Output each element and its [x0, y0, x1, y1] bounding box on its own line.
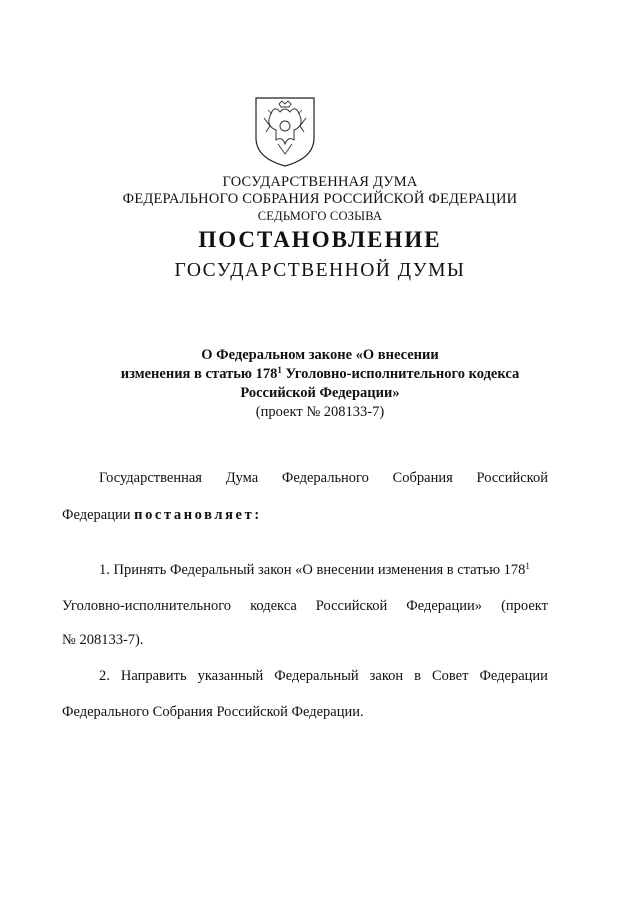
intro-line2: Федерации постановляет: [62, 507, 262, 523]
org-name-line2: ФЕДЕРАЛЬНОГО СОБРАНИЯ РОССИЙСКОЙ ФЕДЕРАЦИИ [122, 191, 518, 207]
bill-number: (проект № 208133-7) [255, 404, 385, 420]
item2-line1: 2. Направить указанный Федеральный закон в Совет Федерации [99, 668, 548, 684]
subject-line3: Российской Федерации» [240, 385, 400, 401]
state-emblem [248, 92, 322, 170]
org-name-line1: ГОСУДАРСТВЕННАЯ ДУМА [222, 174, 418, 190]
item2-line2: Федерального Собрания Российской Федерации. [62, 704, 364, 720]
resolves-word: постановляет: [134, 507, 262, 523]
item1-line2: Уголовно-исполнительного кодекса Российской Федерации» (проект [62, 598, 548, 614]
item1-line1: 1. Принять Федеральный закон «О внесении изменения в статью $178^1$ [99, 561, 530, 578]
subject-line1: О Федеральном законе «О внесении [201, 347, 439, 363]
double-headed-eagle-icon [248, 92, 322, 170]
subject-line2: изменения в статью $178^1$ Уголовно-исполнительного кодекса [120, 365, 520, 382]
intro-line1: Государственная Дума Федерального Собрания Российской [99, 470, 548, 486]
document-subtitle: ГОСУДАРСТВЕННОЙ ДУМЫ [174, 260, 466, 281]
convocation: СЕДЬМОГО СОЗЫВА [257, 209, 383, 223]
document-title: ПОСТАНОВЛЕНИЕ [198, 227, 442, 252]
item1-line3: № 208133-7). [62, 632, 144, 648]
